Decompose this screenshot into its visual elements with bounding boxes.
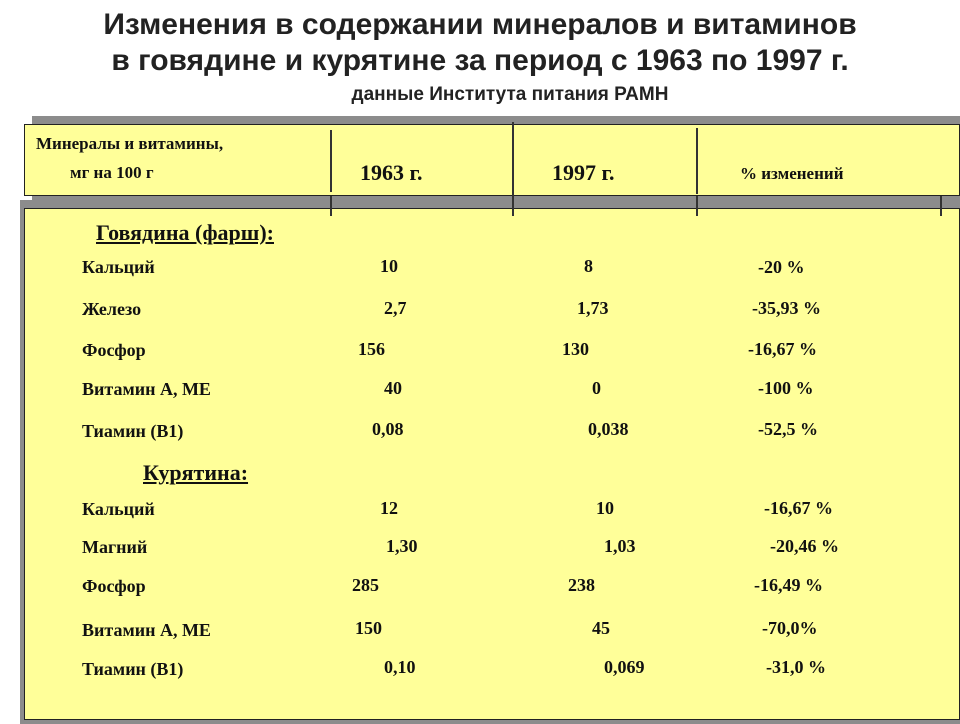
table-cell-1963: 10: [380, 256, 398, 276]
source-note: данные Института питания РАМН: [351, 84, 669, 105]
header-label-line-2: мг на 100 г: [70, 163, 154, 182]
table-cell-1963: 150: [355, 618, 382, 638]
body-divider-1: [330, 196, 332, 216]
header-label-line-1: Минералы и витамины,: [36, 134, 224, 153]
table-row-label: Магний: [82, 537, 148, 557]
table-cell-change: -31,0 %: [766, 657, 826, 677]
section-title-chicken: Курятина:: [143, 460, 249, 485]
table-cell-change: -100 %: [758, 378, 814, 398]
table-row-label: Витамин А, МЕ: [82, 620, 211, 640]
table-cell-1997: 10: [596, 498, 614, 518]
table-cell-change: -35,93 %: [752, 298, 821, 318]
table-row-label: Кальций: [82, 499, 155, 519]
table-cell-change: -16,67 %: [764, 498, 833, 518]
table-cell-change: -16,49 %: [754, 575, 823, 595]
section-title-beef: Говядина (фарш):: [96, 220, 274, 245]
table-cell-1997: 0,038: [588, 419, 629, 439]
table-cell-change: -70,0%: [762, 618, 818, 638]
title-line-1: Изменения в содержании минералов и витаминов: [103, 8, 857, 41]
body-divider-4: [940, 196, 942, 216]
table-row-label: Витамин А, МЕ: [82, 379, 211, 399]
title-line-2: в говядине и курятине за период с 1963 по 1997 г.: [111, 44, 849, 77]
table-cell-1997: 1,03: [604, 536, 636, 556]
table-cell-change: -52,5 %: [758, 419, 818, 439]
table-cell-1997: 1,73: [577, 298, 609, 318]
body-divider-2: [512, 196, 514, 216]
header-change: % изменений: [740, 164, 844, 183]
table-row-label: Фосфор: [82, 340, 146, 360]
table-cell-1997: 130: [562, 339, 589, 359]
table-cell-1963: 12: [380, 498, 398, 518]
table-row-label: Кальций: [82, 257, 155, 277]
table-row-label: Тиамин (В1): [82, 421, 184, 441]
table-cell-1963: 40: [384, 378, 402, 398]
table-cell-1963: 156: [358, 339, 385, 359]
table-cell-1997: 8: [584, 256, 593, 276]
header-1963: 1963 г.: [360, 160, 423, 185]
table-cell-1963: 285: [352, 575, 379, 595]
table-row-label: Тиамин (В1): [82, 659, 184, 679]
table-cell-change: -20,46 %: [770, 536, 839, 556]
table-cell-1997: 238: [568, 575, 595, 595]
table-cell-1997: 45: [592, 618, 610, 638]
body-divider-3: [696, 196, 698, 216]
header-divider-3: [696, 128, 698, 194]
table-cell-change: -16,67 %: [748, 339, 817, 359]
table-cell-1963: 0,08: [372, 419, 404, 439]
table-cell-1997: 0,069: [604, 657, 645, 677]
table-row-label: Фосфор: [82, 576, 146, 596]
header-divider-1: [330, 130, 332, 192]
table-cell-change: -20 %: [758, 257, 805, 277]
header-divider-2: [512, 122, 514, 196]
table-row-label: Железо: [82, 299, 142, 319]
table-cell-1997: 0: [592, 378, 601, 398]
table-cell-1963: 0,10: [384, 657, 416, 677]
table-cell-1963: 1,30: [386, 536, 418, 556]
table-cell-1963: 2,7: [384, 298, 407, 318]
header-1997: 1997 г.: [552, 160, 615, 185]
